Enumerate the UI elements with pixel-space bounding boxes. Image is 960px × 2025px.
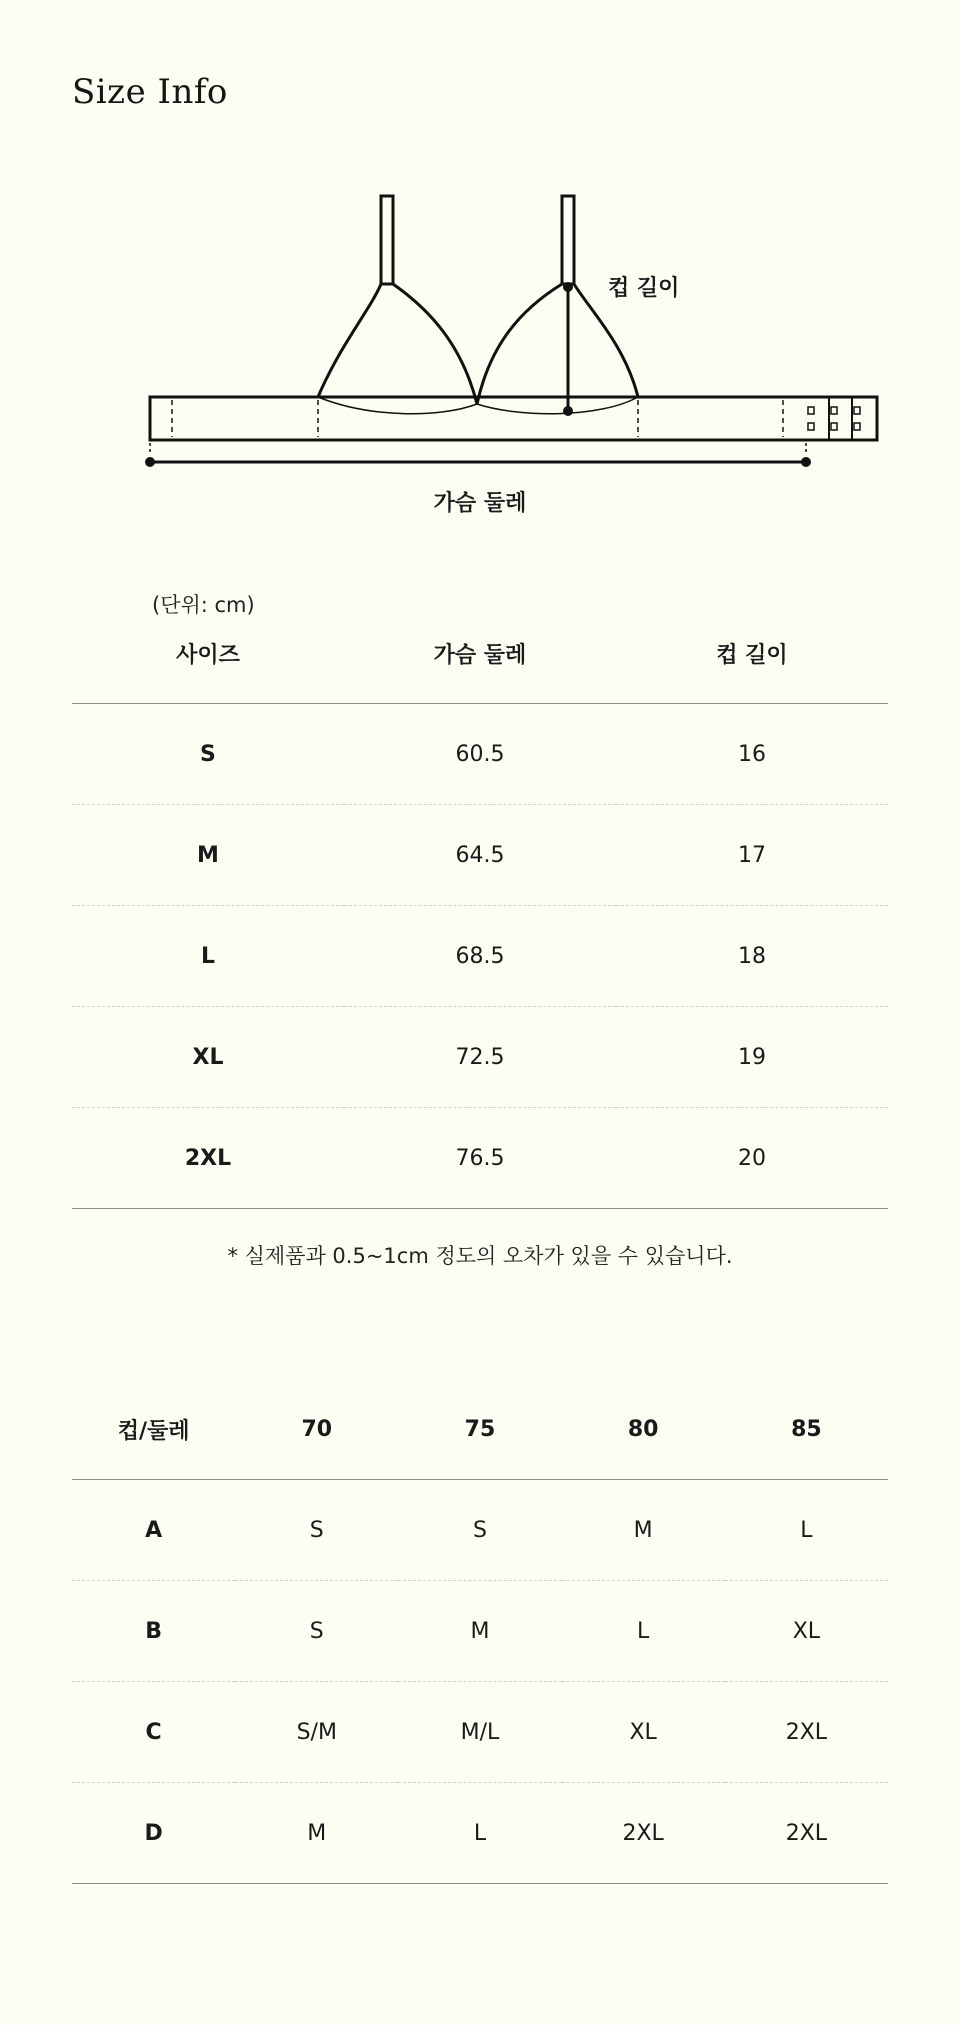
size-cell: L xyxy=(725,1480,888,1581)
header-size: 사이즈 xyxy=(72,603,344,704)
header-band-80: 80 xyxy=(562,1379,725,1480)
size-cell: M/L xyxy=(398,1682,561,1783)
cup-table-header xyxy=(72,1379,888,1480)
tolerance-footnote: * 실제품과 0.5~1cm 정도의 오차가 있을 수 있습니다. xyxy=(227,1244,733,1268)
cup-cell: B xyxy=(72,1581,235,1682)
table-row xyxy=(72,704,888,805)
table-row xyxy=(72,1783,888,1884)
header-band-75: 75 xyxy=(398,1379,561,1480)
table-row xyxy=(72,1480,888,1581)
cup-band-table xyxy=(72,1379,888,1884)
table-row xyxy=(72,805,888,906)
left-cup xyxy=(318,284,477,404)
size-cell: L xyxy=(562,1581,725,1682)
header-band-70: 70 xyxy=(235,1379,398,1480)
right-cup xyxy=(477,284,638,404)
cup-length-cell: 19 xyxy=(616,1007,888,1108)
cup-length-cell: 17 xyxy=(616,805,888,906)
size-cell: L xyxy=(72,906,344,1007)
cup-length-cell: 20 xyxy=(616,1108,888,1209)
chest-circumference-label: 가슴 둘레 xyxy=(433,491,527,516)
size-table xyxy=(72,603,888,1209)
header-cup-length: 컵 길이 xyxy=(616,603,888,704)
size-cell: M xyxy=(235,1783,398,1884)
cup-length-cell: 16 xyxy=(616,704,888,805)
header-band-85: 85 xyxy=(725,1379,888,1480)
size-cell: S xyxy=(398,1480,561,1581)
size-cell: 2XL xyxy=(725,1783,888,1884)
chest-cell: 72.5 xyxy=(344,1007,616,1108)
size-cell: XL xyxy=(725,1581,888,1682)
bra-illustration xyxy=(0,0,960,540)
size-cell: M xyxy=(398,1581,561,1682)
size-cell: 2XL xyxy=(725,1682,888,1783)
size-cell: M xyxy=(562,1480,725,1581)
chest-cell: 64.5 xyxy=(344,805,616,906)
table-row xyxy=(72,906,888,1007)
underband xyxy=(150,397,877,440)
header-cup-band: 컵/둘레 xyxy=(72,1379,235,1480)
size-cell: S xyxy=(235,1581,398,1682)
chest-cell: 60.5 xyxy=(344,704,616,805)
size-table-header xyxy=(72,603,888,704)
cup-cell: C xyxy=(72,1682,235,1783)
cup-length-cell: 18 xyxy=(616,906,888,1007)
chest-measure xyxy=(145,443,811,467)
page-title: Size Info xyxy=(72,72,228,112)
size-cell: XL xyxy=(562,1682,725,1783)
size-cell: M xyxy=(72,805,344,906)
left-strap xyxy=(381,196,393,284)
right-strap xyxy=(562,196,574,284)
table-row xyxy=(72,1007,888,1108)
size-cell: L xyxy=(398,1783,561,1884)
header-chest: 가슴 둘레 xyxy=(344,603,616,704)
size-cell: 2XL xyxy=(562,1783,725,1884)
unit-note: (단위: cm) xyxy=(152,593,255,617)
size-cell: 2XL xyxy=(72,1108,344,1209)
bra-measurement-diagram xyxy=(0,0,960,540)
table-row xyxy=(72,1682,888,1783)
size-cell: S/M xyxy=(235,1682,398,1783)
cup-length-label: 컵 길이 xyxy=(608,276,680,301)
size-cell: S xyxy=(72,704,344,805)
table-row xyxy=(72,1581,888,1682)
chest-cell: 68.5 xyxy=(344,906,616,1007)
cup-cell: D xyxy=(72,1783,235,1884)
size-cell: XL xyxy=(72,1007,344,1108)
table-row xyxy=(72,1108,888,1209)
chest-cell: 76.5 xyxy=(344,1108,616,1209)
size-cell: S xyxy=(235,1480,398,1581)
cup-cell: A xyxy=(72,1480,235,1581)
